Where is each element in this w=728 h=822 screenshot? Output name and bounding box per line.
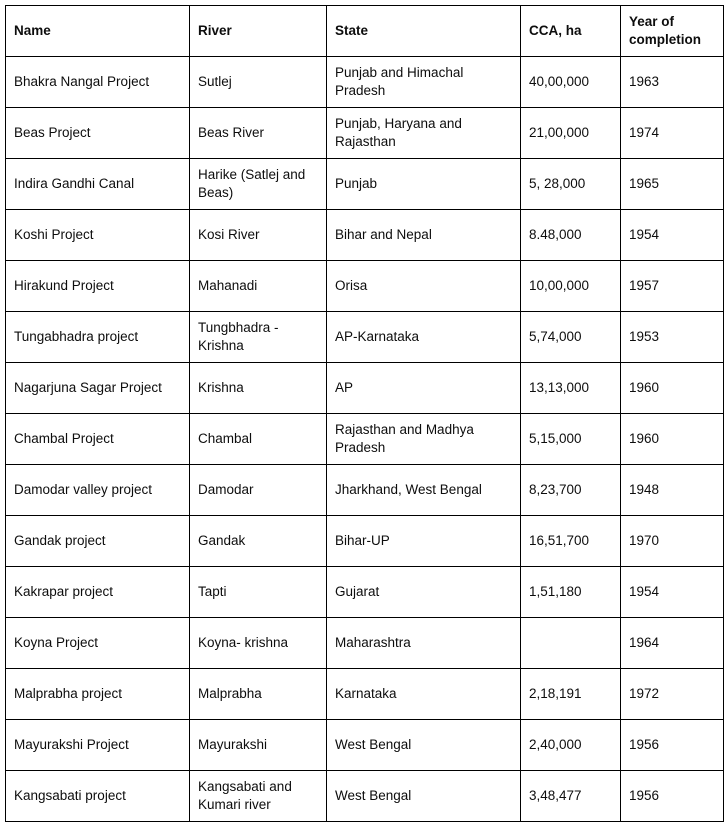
cell-name: Koshi Project [6,210,190,261]
cell-year: 1960 [621,414,724,465]
cell-name: Beas Project [6,108,190,159]
cell-state: AP-Karnataka [327,312,521,363]
cell-state: Karnataka [327,669,521,720]
column-header-year: Year of completion [621,6,724,57]
cell-state: Punjab [327,159,521,210]
table-row [6,567,724,618]
cell-state: Punjab, Haryana and Rajasthan [327,108,521,159]
cell-year: 1965 [621,159,724,210]
cell-cca: 2,18,191 [521,669,621,720]
column-header-state: State [327,6,521,57]
cell-name: Kangsabati project [6,771,190,822]
cell-name: Mayurakshi Project [6,720,190,771]
cell-state: West Bengal [327,771,521,822]
cell-cca: 40,00,000 [521,57,621,108]
cell-year: 1954 [621,210,724,261]
cell-river: Harike (Satlej and Beas) [190,159,327,210]
cell-river: Chambal [190,414,327,465]
cell-cca: 5,15,000 [521,414,621,465]
cell-name: Chambal Project [6,414,190,465]
table-row [6,618,724,669]
cell-river: Mahanadi [190,261,327,312]
cell-name: Koyna Project [6,618,190,669]
cell-cca: 3,48,477 [521,771,621,822]
cell-state: Maharashtra [327,618,521,669]
irrigation-projects-table [5,5,724,822]
cell-cca: 16,51,700 [521,516,621,567]
cell-cca: 5, 28,000 [521,159,621,210]
cell-state: Rajasthan and Madhya Pradesh [327,414,521,465]
table-row [6,363,724,414]
cell-cca: 1,51,180 [521,567,621,618]
cell-state: Bihar and Nepal [327,210,521,261]
cell-year: 1970 [621,516,724,567]
column-header-river: River [190,6,327,57]
table-header-row [6,6,724,57]
table-row [6,414,724,465]
cell-year: 1954 [621,567,724,618]
cell-river: Gandak [190,516,327,567]
table-row [6,516,724,567]
cell-year: 1957 [621,261,724,312]
table-row [6,108,724,159]
cell-river: Kangsabati and Kumari river [190,771,327,822]
table-row [6,261,724,312]
table-row [6,465,724,516]
cell-name: Gandak project [6,516,190,567]
cell-cca: 21,00,000 [521,108,621,159]
cell-state: Punjab and Himachal Pradesh [327,57,521,108]
cell-river: Tapti [190,567,327,618]
table-row [6,720,724,771]
cell-year: 1963 [621,57,724,108]
table-row [6,210,724,261]
table-row [6,312,724,363]
cell-cca [521,618,621,669]
table-row [6,57,724,108]
cell-name: Kakrapar project [6,567,190,618]
cell-year: 1956 [621,720,724,771]
cell-river: Krishna [190,363,327,414]
cell-cca: 10,00,000 [521,261,621,312]
cell-year: 1953 [621,312,724,363]
column-header-cca: CCA, ha [521,6,621,57]
cell-year: 1956 [621,771,724,822]
table-row [6,159,724,210]
cell-river: Sutlej [190,57,327,108]
cell-year: 1972 [621,669,724,720]
cell-name: Nagarjuna Sagar Project [6,363,190,414]
cell-year: 1960 [621,363,724,414]
column-header-name: Name [6,6,190,57]
cell-state: Jharkhand, West Bengal [327,465,521,516]
table-body [6,57,724,822]
cell-state: Orisa [327,261,521,312]
cell-cca: 2,40,000 [521,720,621,771]
cell-river: Mayurakshi [190,720,327,771]
cell-name: Malprabha project [6,669,190,720]
cell-state: Gujarat [327,567,521,618]
cell-name: Damodar valley project [6,465,190,516]
cell-cca: 8.48,000 [521,210,621,261]
table-container [5,5,723,822]
cell-year: 1948 [621,465,724,516]
cell-cca: 13,13,000 [521,363,621,414]
cell-river: Beas River [190,108,327,159]
cell-cca: 8,23,700 [521,465,621,516]
cell-river: Koyna- krishna [190,618,327,669]
cell-state: West Bengal [327,720,521,771]
table-header [6,6,724,57]
cell-name: Hirakund Project [6,261,190,312]
cell-river: Malprabha [190,669,327,720]
cell-state: AP [327,363,521,414]
cell-state: Bihar-UP [327,516,521,567]
cell-year: 1964 [621,618,724,669]
cell-river: Tungbhadra - Krishna [190,312,327,363]
table-row [6,669,724,720]
cell-name: Bhakra Nangal Project [6,57,190,108]
cell-year: 1974 [621,108,724,159]
cell-river: Kosi River [190,210,327,261]
cell-river: Damodar [190,465,327,516]
cell-name: Tungabhadra project [6,312,190,363]
cell-cca: 5,74,000 [521,312,621,363]
cell-name: Indira Gandhi Canal [6,159,190,210]
table-row [6,771,724,822]
